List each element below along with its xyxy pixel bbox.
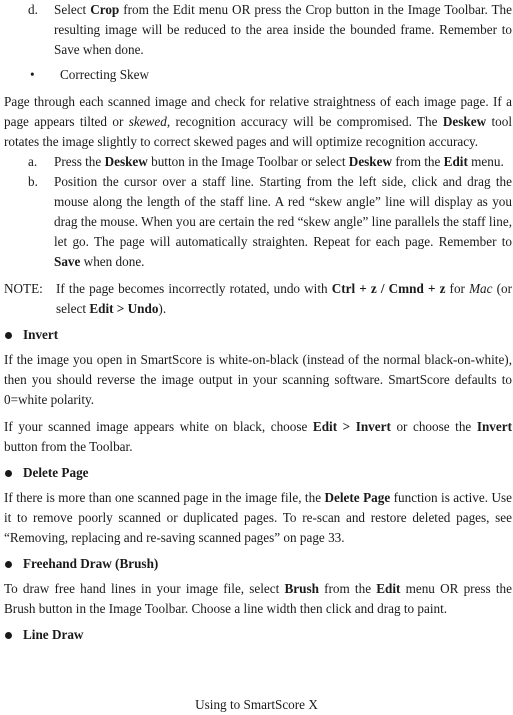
section-heading-text: Delete Page bbox=[23, 465, 89, 480]
section-heading-invert bbox=[4, 325, 512, 345]
section-heading-text: Line Draw bbox=[23, 627, 84, 642]
bullet-dot-icon bbox=[5, 632, 12, 639]
bullet-dot-icon bbox=[5, 561, 12, 568]
section-heading-delete-page bbox=[4, 463, 512, 483]
bullet-dot-icon bbox=[5, 470, 12, 477]
section-heading-freehand-draw bbox=[4, 554, 512, 574]
sub-bullet-correcting-skew bbox=[28, 65, 512, 85]
note-text: If the page becomes incorrectly rotated, undo with Ctrl + z / Cmnd + z for Mac (or select Edit > Undo). bbox=[56, 281, 512, 316]
section-heading-line-draw bbox=[4, 625, 512, 645]
delete-page-paragraph: If there is more than one scanned page in the image file, the Delete Page function is active. Use it to remove poorly scanned or duplicated pages. To re-scan and restore deleted pages, see “Removing, replacing and re-saving scanned pages” on page 33. bbox=[4, 490, 512, 545]
freehand-paragraph: To draw free hand lines in your image file, select Brush from the Edit menu OR press the Brush button in the Image Toolbar. Choose a line width then click and drag to paint. bbox=[4, 581, 512, 616]
list-marker: b. bbox=[28, 174, 38, 189]
list-item-a bbox=[4, 152, 512, 172]
bullet-dot-icon bbox=[5, 332, 12, 339]
bullet-marker: • bbox=[30, 67, 35, 82]
invert-paragraph-1: If the image you open in SmartScore is white-on-black (instead of the normal black-on-white), then you should reverse the image output in your scanning software. SmartScore defaults to 0=white polarity. bbox=[4, 352, 512, 407]
note-block bbox=[4, 279, 512, 319]
list-marker: d. bbox=[28, 2, 38, 17]
skew-paragraph: Page through each scanned image and check for relative straightness of each image page. If a page appears tilted or skewed, recognition accuracy will be compromised. The Deskew tool rotates the image slightly to correct skewed pages and will optimize recognition accuracy. bbox=[4, 94, 512, 149]
list-item-text: Select Crop from the Edit menu OR press the Crop button in the Image Toolbar. The resulting image will be reduced to the area inside the bounded frame. Remember to Save when done. bbox=[54, 2, 512, 57]
section-heading-text: Freehand Draw (Brush) bbox=[23, 556, 159, 571]
invert-paragraph-2: If your scanned image appears white on black, choose Edit > Invert or choose the Invert button from the Toolbar. bbox=[4, 419, 513, 454]
list-item-b bbox=[4, 172, 512, 272]
list-item-d bbox=[4, 0, 512, 60]
list-marker: a. bbox=[28, 154, 38, 169]
section-heading-text: Invert bbox=[23, 327, 59, 342]
note-label: NOTE: bbox=[4, 281, 43, 296]
page-footer: Using to SmartScore X bbox=[195, 697, 318, 712]
document-page bbox=[4, 0, 512, 645]
sub-bullet-label: Correcting Skew bbox=[60, 67, 149, 82]
list-item-text: Position the cursor over a staff line. Starting from the left side, click and drag the mouse along the length of the staff line. A red “skew angle” line will display as you drag the mouse. When you are certain the red “skew angle” line parallels the staff line, let go. The page will automatically straighten. Repeat for each page. Remember to Save when done. bbox=[54, 174, 512, 269]
list-item-text: Press the Deskew button in the Image Toolbar or select Deskew from the Edit menu. bbox=[54, 154, 504, 169]
